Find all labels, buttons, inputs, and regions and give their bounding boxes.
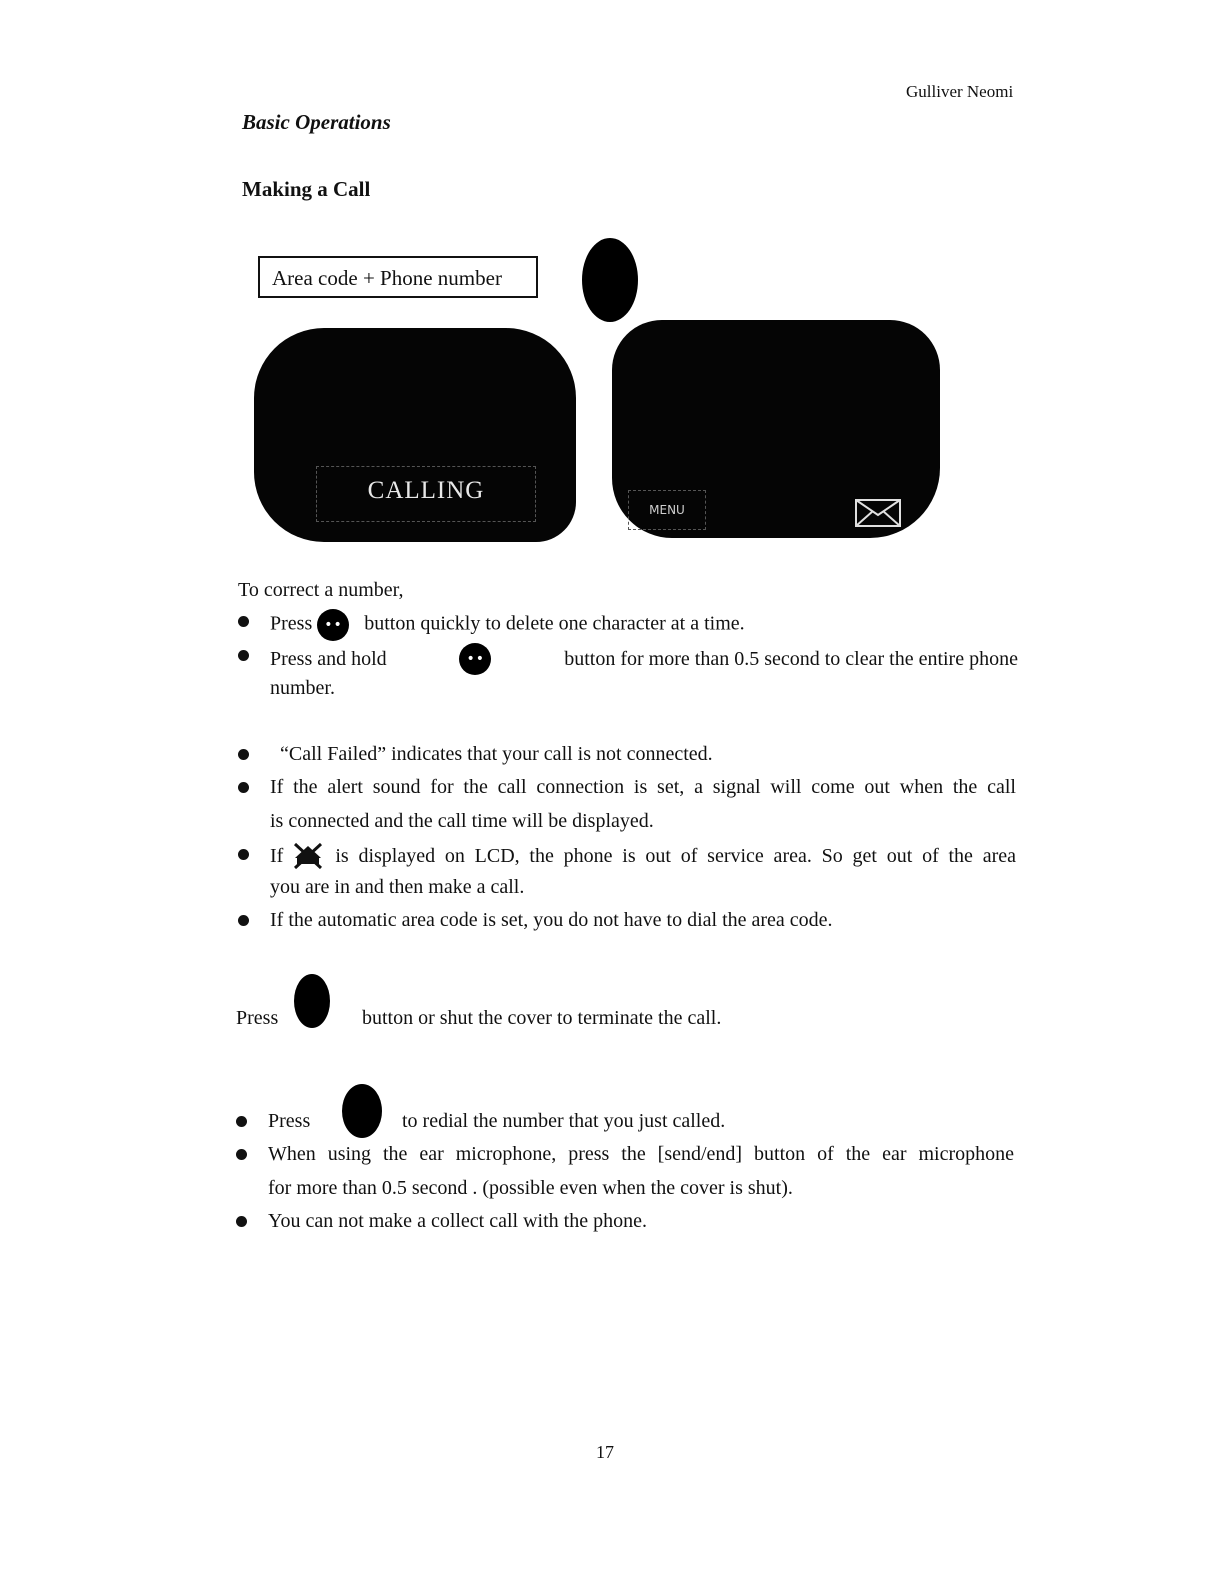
bullet-icon: [238, 749, 249, 760]
redial-press: Press: [268, 1110, 311, 1132]
bullet-icon: [236, 1149, 247, 1160]
note-alert-line1: If the alert sound for the call connection is set, a signal will come out when the call: [270, 776, 1016, 798]
bullet-icon: [236, 1216, 247, 1227]
calling-label: CALLING: [316, 466, 536, 522]
bullet-text: Press: [270, 612, 313, 635]
bullet-text: is displayed on LCD, the phone is out of service area. So get out of the area: [335, 845, 1016, 867]
bullet-icon: [238, 650, 249, 661]
note-no-service: [270, 842, 1016, 870]
bullet-icon: [238, 782, 249, 793]
bullet-icon: [238, 849, 249, 860]
correct-intro: To correct a number,: [238, 579, 404, 601]
page-heading: Making a Call: [242, 177, 371, 201]
bullet-text: button quickly to delete one character at a time.: [364, 612, 745, 635]
bullet-text: Press and hold: [270, 648, 387, 670]
terminate-text: button or shut the cover to terminate the call.: [362, 1007, 722, 1029]
no-service-icon: [291, 842, 325, 870]
send-button-icon: [582, 238, 638, 322]
note-no-service-line2: you are in and then make a call.: [270, 876, 525, 898]
correct-bullet-1: [270, 609, 1020, 641]
terminate-press: Press: [236, 1007, 279, 1029]
end-button-icon: [294, 974, 330, 1028]
redial-button-icon: [342, 1084, 382, 1138]
note-call-failed: “Call Failed” indicates that your call is not connected.: [280, 743, 713, 765]
menu-softkey: MENU: [628, 490, 706, 530]
bullet-icon: [238, 616, 249, 627]
clear-button-icon: [459, 643, 491, 675]
redial-text: to redial the number that you just called.: [402, 1110, 726, 1132]
bullet-text: If: [270, 845, 284, 867]
correct-bullet-2: [270, 643, 1018, 675]
redial-ear-mic-line2: for more than 0.5 second . (possible even when the cover is shut).: [268, 1177, 793, 1199]
bullet-icon: [236, 1116, 247, 1127]
bullet-icon: [238, 915, 249, 926]
number-input-box: Area code + Phone number: [258, 256, 538, 298]
redial-collect-call: You can not make a collect call with the phone.: [268, 1210, 647, 1232]
redial-ear-mic-line1: When using the ear microphone, press the [send/end] button of the ear microphone: [268, 1143, 1014, 1165]
bullet-text: button for more than 0.5 second to clear the entire phone: [564, 648, 1018, 670]
clear-button-icon: [317, 609, 349, 641]
correct-bullet-2-cont: number.: [270, 677, 335, 699]
note-auto-area-code: If the automatic area code is set, you do not have to dial the area code.: [270, 909, 833, 931]
page-number: 17: [596, 1442, 614, 1462]
section-title: Basic Operations: [242, 110, 391, 134]
running-header: Gulliver Neomi: [906, 82, 1014, 101]
envelope-icon: [854, 498, 902, 528]
note-alert-line2: is connected and the call time will be displayed.: [270, 810, 654, 832]
